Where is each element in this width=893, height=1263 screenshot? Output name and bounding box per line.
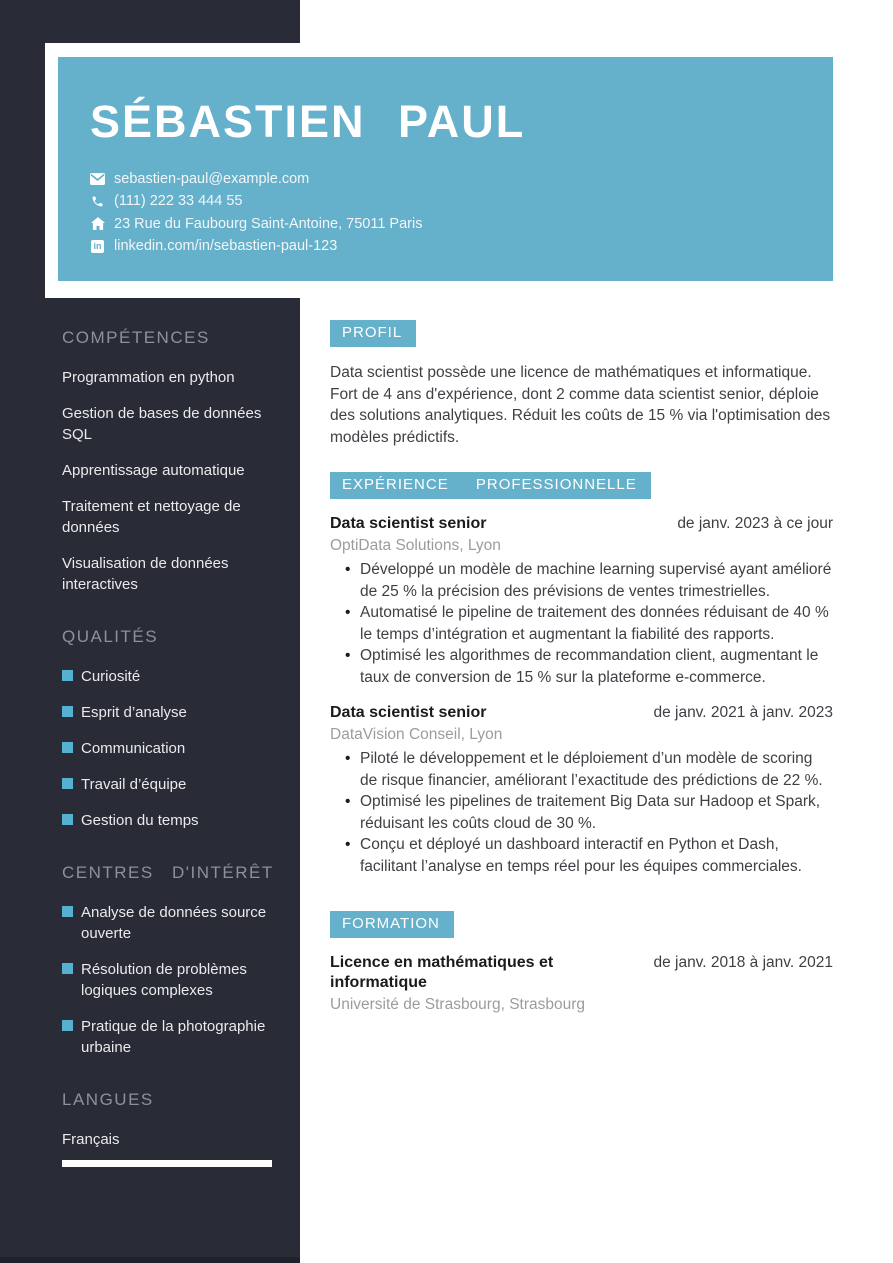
job-bullet: • Piloté le développement et le déploiement d’un modèle de scoring de risque financier, améliorant l’exactitude des prédictions de 22 %. bbox=[330, 748, 833, 791]
competences-list bbox=[62, 367, 282, 595]
sidebar bbox=[62, 298, 282, 1167]
square-bullet-icon bbox=[62, 1020, 73, 1031]
job-bullet: • Développé un modèle de machine learning supervisé ayant amélioré de 25 % la précision des prévisions de ventes trimestrielles. bbox=[330, 559, 833, 602]
job-header bbox=[330, 514, 833, 534]
degree-date: de janv. 2018 à janv. 2021 bbox=[653, 954, 833, 971]
competence-item: Visualisation de données interactives bbox=[62, 555, 229, 593]
language-level-bar bbox=[62, 1160, 272, 1167]
square-bullet-icon bbox=[62, 963, 73, 974]
square-bullet-icon bbox=[62, 706, 73, 717]
interet-item bbox=[62, 902, 282, 944]
job-title: Data scientist senior bbox=[330, 515, 487, 532]
job-bullet: • Optimisé les algorithmes de recommandation client, augmentant le taux de conversion de 15 % sur la plateforme e-commerce. bbox=[330, 645, 833, 688]
job-bullet-list bbox=[330, 748, 833, 877]
job-date: de janv. 2023 à ce jour bbox=[677, 515, 833, 532]
education-entry bbox=[330, 953, 833, 1015]
interet-label: Analyse de données source ouverte bbox=[81, 904, 267, 942]
competence-item: Gestion de bases de données SQL bbox=[62, 405, 262, 443]
language-name: Français bbox=[62, 1131, 120, 1148]
header-banner bbox=[58, 57, 833, 281]
contact-linkedin-text: linkedin.com/in/sebastien-paul-123 bbox=[114, 238, 338, 254]
contact-address bbox=[90, 216, 833, 232]
square-bullet-icon bbox=[62, 906, 73, 917]
job-bullet: • Automatisé le pipeline de traitement des données réduisant de 40 % le temps d’intégration et augmentant la fiabilité des rapports. bbox=[330, 602, 833, 645]
section-badge-experience: EXPÉRIENCE PROFESSIONNELLE bbox=[330, 472, 651, 499]
job-header bbox=[330, 703, 833, 723]
home-icon bbox=[90, 217, 105, 230]
experience-entry bbox=[330, 703, 833, 877]
competence-item: Programmation en python bbox=[62, 369, 235, 386]
interet-label: Résolution de problèmes logiques complexes bbox=[81, 961, 247, 999]
sidebar-heading-langues: LANGUES bbox=[62, 1090, 154, 1109]
interet-item bbox=[62, 959, 282, 1001]
interet-item bbox=[62, 1016, 282, 1058]
phone-icon bbox=[90, 195, 105, 208]
qualite-label: Gestion du temps bbox=[81, 812, 199, 829]
interet-label: Pratique de la photographie urbaine bbox=[81, 1018, 266, 1056]
qualite-label: Curiosité bbox=[81, 668, 141, 685]
language-level-fill bbox=[62, 1160, 272, 1167]
contact-phone-text: (111) 222 33 444 55 bbox=[114, 193, 243, 209]
profile-text: Data scientist possède une licence de mathématiques et informatique. Fort de 4 ans d'expérience, dont 2 comme data scientist senior, déploie des solutions analytiques. Réduit les coûts de 15 % via l'optimisation des modèles prédictifs. bbox=[330, 364, 831, 446]
contact-phone bbox=[90, 193, 833, 209]
section-badge-formation: FORMATION bbox=[330, 911, 454, 938]
linkedin-icon: in bbox=[90, 240, 105, 253]
qualite-item bbox=[62, 666, 282, 687]
square-bullet-icon bbox=[62, 778, 73, 789]
sidebar-heading-interets: CENTRES D'INTÉRÊT bbox=[62, 863, 274, 882]
competence-item: Traitement et nettoyage de données bbox=[62, 498, 241, 536]
interets-list bbox=[62, 902, 282, 1058]
square-bullet-icon bbox=[62, 670, 73, 681]
qualite-label: Esprit d’analyse bbox=[81, 704, 187, 721]
qualite-label: Travail d’équipe bbox=[81, 776, 187, 793]
degree-title: Licence en mathématiques et informatique bbox=[330, 954, 554, 991]
email-icon bbox=[90, 172, 105, 185]
degree-school: Université de Strasbourg, Strasbourg bbox=[330, 996, 586, 1013]
job-bullet: • Optimisé les pipelines de traitement Big Data sur Hadoop et Spark, réduisant les coûts cloud de 30 %. bbox=[330, 791, 833, 834]
square-bullet-icon bbox=[62, 814, 73, 825]
qualites-list bbox=[62, 666, 282, 831]
sidebar-heading-competences: COMPÉTENCES bbox=[62, 328, 210, 347]
qualite-item bbox=[62, 810, 282, 831]
experience-entry bbox=[330, 514, 833, 688]
competence-item: Apprentissage automatique bbox=[62, 462, 245, 479]
job-bullet: • Conçu et déployé un dashboard interactif en Python et Dash, facilitant l’analyse en temps réel pour les équipes commerciales. bbox=[330, 834, 833, 877]
qualite-item bbox=[62, 702, 282, 723]
candidate-name: SÉBASTIEN PAUL bbox=[90, 96, 526, 147]
job-title: Data scientist senior bbox=[330, 704, 487, 721]
sidebar-footer-strip bbox=[0, 1257, 300, 1263]
contact-email bbox=[90, 171, 833, 187]
contact-list bbox=[90, 171, 833, 255]
qualite-item bbox=[62, 774, 282, 795]
square-bullet-icon bbox=[62, 742, 73, 753]
sidebar-heading-qualites: QUALITÉS bbox=[62, 627, 159, 646]
contact-email-text: sebastien-paul@example.com bbox=[114, 170, 310, 187]
job-company: OptiData Solutions, Lyon bbox=[330, 537, 501, 554]
job-bullet-list bbox=[330, 559, 833, 688]
section-badge-profil: PROFIL bbox=[330, 320, 416, 347]
qualite-item bbox=[62, 738, 282, 759]
qualite-label: Communication bbox=[81, 740, 186, 757]
job-company: DataVision Conseil, Lyon bbox=[330, 726, 503, 743]
education-header bbox=[330, 953, 833, 993]
contact-address-text: 23 Rue du Faubourg Saint-Antoine, 75011 Paris bbox=[114, 215, 423, 232]
contact-linkedin bbox=[90, 238, 833, 254]
main-content bbox=[330, 320, 833, 1030]
job-date: de janv. 2021 à janv. 2023 bbox=[653, 704, 833, 721]
